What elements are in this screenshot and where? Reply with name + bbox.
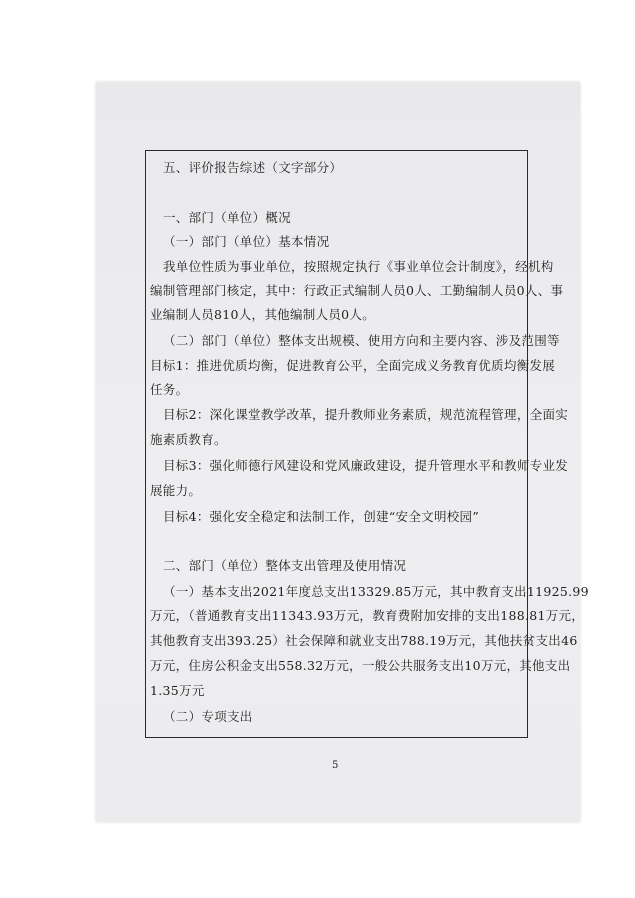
paragraph-line: 业编制人员810人，其他编制人员0人。: [150, 307, 376, 322]
goal-3-cont: 展能力。: [150, 483, 202, 498]
section-five-title: 五、评价报告综述（文字部分）: [163, 160, 343, 175]
subsection-scope-title: （二）部门（单位）整体支出规模、使用方向和主要内容、涉及范围等: [163, 333, 560, 348]
paragraph-line: （一）基本支出2021年度总支出13329.85万元，其中教育支出11925.99: [163, 584, 589, 599]
section-two-title: 二、部门（单位）整体支出管理及使用情况: [163, 558, 407, 573]
goal-1: 目标1：推进优质均衡，促进教育公平，全面完成义务教育优质均衡发展: [150, 358, 556, 373]
paragraph-line: 1.35万元: [150, 683, 205, 698]
section-one-title: 一、部门（单位）概况: [163, 210, 292, 225]
paragraph-line: 其他教育支出393.25）社会保障和就业支出788.19万元，其他扶贫支出46: [150, 633, 578, 648]
paragraph-line: 万元，（普通教育支出11343.93万元，教育费附加安排的支出188.81万元，: [150, 608, 585, 623]
goal-1-cont: 任务。: [150, 382, 189, 397]
paragraph-line: 万元，住房公积金支出558.32万元，一般公共服务支出10万元，其他支出: [150, 658, 571, 673]
subsection-basic-info-title: （一）部门（单位）基本情况: [163, 234, 330, 249]
goal-2: 目标2：深化课堂教学改革，提升教师业务素质，规范流程管理，全面实: [163, 407, 569, 422]
paragraph-line: 我单位性质为事业单位，按照规定执行《事业单位会计制度》，经机构: [163, 259, 554, 274]
page-number: 5: [332, 760, 339, 771]
goal-4: 目标4：强化安全稳定和法制工作，创建“安全文明校园”: [163, 509, 480, 524]
paragraph-line: 编制管理部门核定，其中：行政正式编制人员0人、工勤编制人员0人、事: [150, 283, 564, 298]
goal-2-cont: 施素质教育。: [150, 432, 227, 447]
subsection-special-expense-title: （二）专项支出: [163, 709, 253, 724]
goal-3: 目标3：强化师德行风建设和党风廉政建设，提升管理水平和教师专业发: [163, 458, 569, 473]
